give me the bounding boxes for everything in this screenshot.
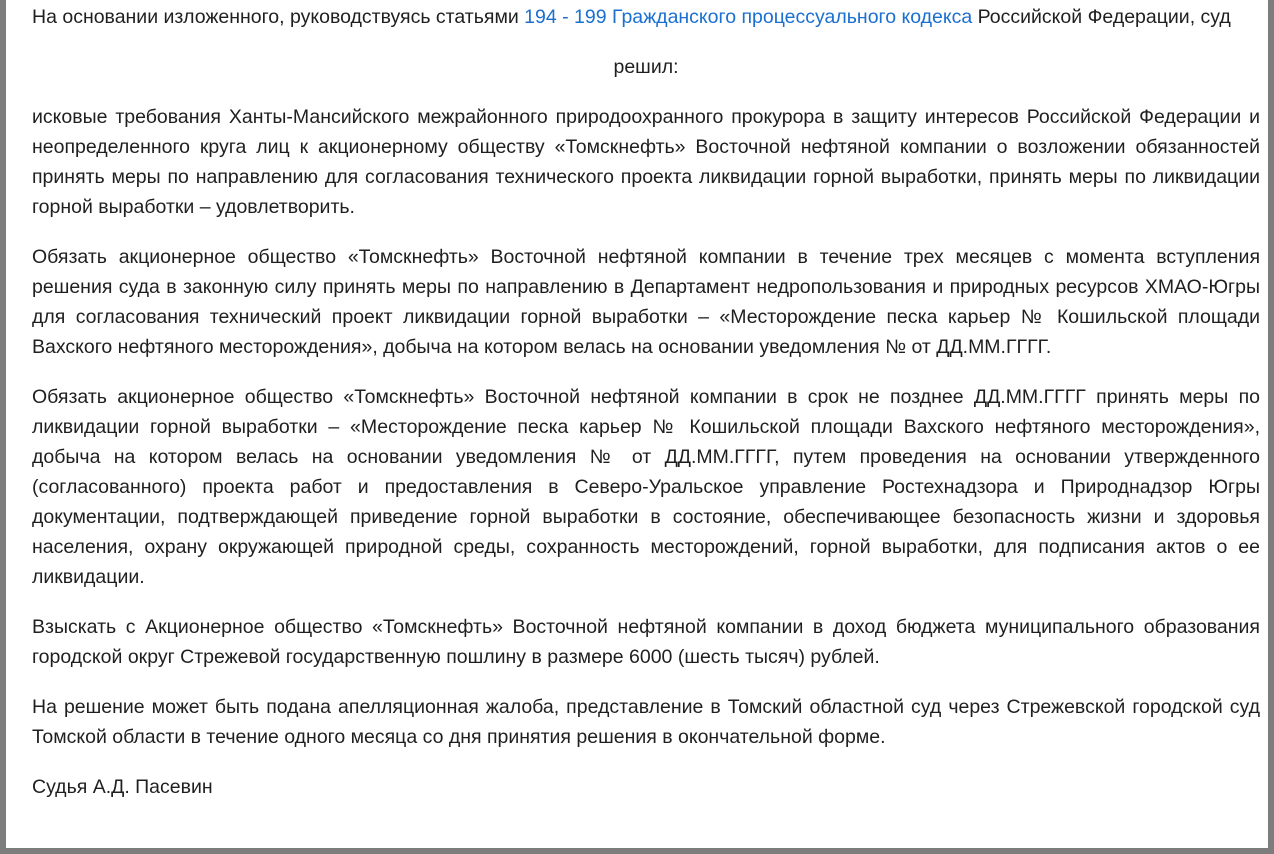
decided-heading: решил: bbox=[613, 56, 679, 78]
civil-procedure-code-link[interactable]: 194 - 199 Гражданского процессуального кодекса bbox=[524, 6, 973, 28]
paragraph-obligation-project: Обязать акционерное общество «Томскнефть» Восточной нефтяной компании в течение трех месяцев с момента вступления решения суда в законную силу принять меры по направлению в Департамент недропользования и природных ресурсов ХМАО-Югры для согласования технический проект ликвидации горной выработки – «Месторождение песка карьер № Кошильской площади Вахского нефтяного месторождения», добыча на котором велась на основании уведомления № от ДД.ММ.ГГГГ. bbox=[32, 246, 1260, 358]
intro-paragraph bbox=[32, 2, 1260, 32]
paragraph-obligation-liquidation: Обязать акционерное общество «Томскнефть» Восточной нефтяной компании в срок не позднее ДД.ММ.ГГГГ принять меры по ликвидации горной выработки – «Месторождение песка карьер № Кошильской площади Вахского нефтяного месторождения», добыча на котором велась на основании уведомления № от ДД.ММ.ГГГГ, путем проведения на основании утвержденного (согласованного) проекта работ и предоставления в Северо-Уральское управление Ростехнадзора и Природнадзор Югры документации, подтверждающей приведение горной выработки в состояние, обеспечивающее безопасность жизни и здоровья населения, охрану окружающей природной среды, сохранность месторождений, горной выработки, для подписания актов о ее ликвидации. bbox=[32, 386, 1260, 588]
intro-text-after-link: Российской Федерации, суд bbox=[972, 6, 1231, 28]
paragraph-state-duty: Взыскать с Акционерное общество «Томскнефть» Восточной нефтяной компании в доход бюджета муниципального образования городской округ Стрежевой государственную пошлину в размере 6000 (шесть тысяч) рублей. bbox=[32, 616, 1260, 668]
paragraph-claims-granted: исковые требования Ханты-Мансийского межрайонного природоохранного прокурора в защиту интересов Российской Федерации и неопределенного круга лиц к акционерному обществу «Томскнефть» Восточной нефтяной компании о возложении обязанностей принять меры по направлению для согласования технического проекта ликвидации горной выработки, принять меры по ликвидации горной выработки – удовлетворить. bbox=[32, 106, 1260, 218]
intro-text-before-link: На основании изложенного, руководствуясь статьями bbox=[32, 6, 525, 28]
judge-signature: Судья А.Д. Пасевин bbox=[32, 776, 213, 798]
paragraph-appeal: На решение может быть подана апелляционная жалоба, представление в Томский областной суд через Стрежевской городской суд Томской области в течение одного месяца со дня принятия решения в окончательной форме. bbox=[32, 696, 1260, 748]
court-decision-text bbox=[32, 2, 1260, 822]
